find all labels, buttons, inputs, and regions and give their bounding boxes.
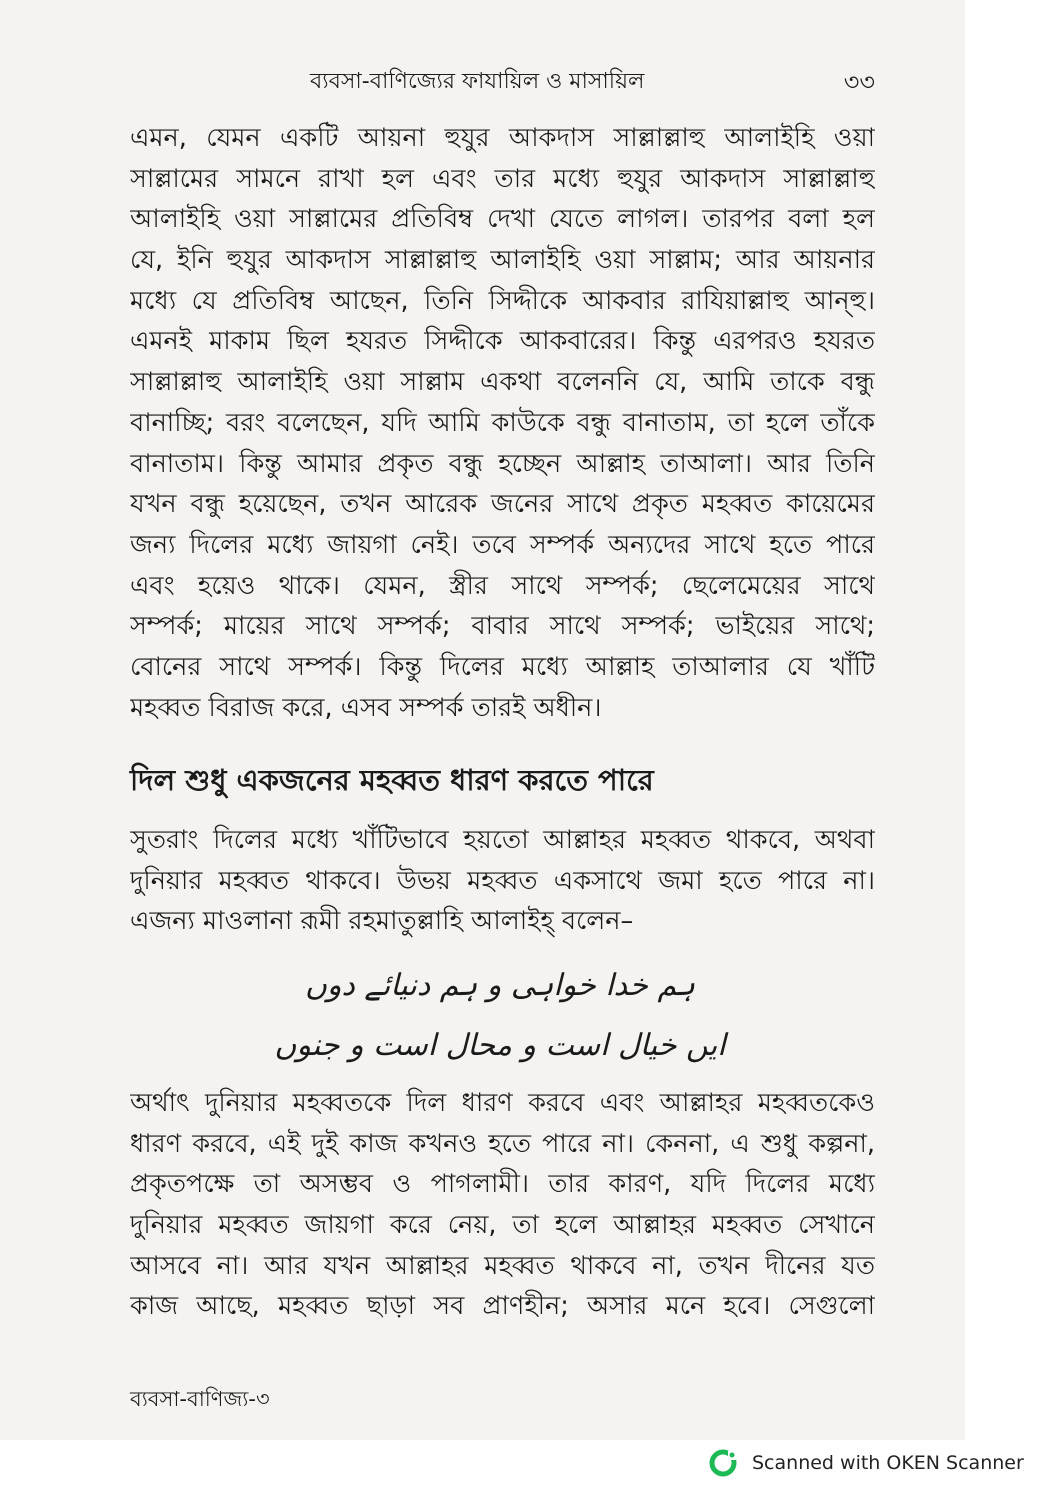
paragraph-3 bbox=[130, 1083, 875, 1327]
text-line: দুনিয়ার মহব্বত জায়গা করে নেয়, তা হলে আল্লাহর মহব্বত সেখানে bbox=[130, 1210, 875, 1241]
text-line: মধ্যে যে প্রতিবিম্ব আছেন, তিনি সিদ্দীকে আকবার রাযিয়াল্লাহু আন্হু। bbox=[130, 285, 875, 316]
text-line: এজন্য মাওলানা রূমী রহমাতুল্লাহি আলাইহ্ বলেন– bbox=[130, 906, 634, 937]
paragraph-1 bbox=[130, 118, 875, 728]
persian-verse-line-2: ایں خیال است و محال است و جنوں bbox=[274, 1028, 726, 1063]
paragraph-2 bbox=[130, 820, 875, 942]
text-line: ধারণ করবে, এই দুই কাজ কখনও হতে পারে না। কেননা, এ শুধু কল্পনা, bbox=[130, 1128, 875, 1159]
text-line: প্রকৃতপক্ষে তা অসম্ভব ও পাগলামী। তার কারণ, যদি দিলের মধ্যে bbox=[130, 1169, 875, 1200]
section-heading: দিল শুধু একজনের মহব্বত ধারণ করতে পারে bbox=[130, 763, 654, 797]
footer-signature: ব্যবসা-বাণিজ্য-৩ bbox=[130, 1387, 270, 1411]
page-number: ৩৩ bbox=[843, 68, 875, 96]
text-line: মহব্বত বিরাজ করে, এসব সম্পর্ক তারই অধীন। bbox=[130, 692, 602, 723]
text-line: বানাচ্ছি; বরং বলেছেন, যদি আমি কাউকে বন্ধু বানাতাম, তা হলে তাঁকে bbox=[130, 407, 875, 438]
scanner-watermark-text: Scanned with OKEN Scanner bbox=[752, 1452, 1024, 1474]
text-line: এবং হয়েও থাকে। যেমন, স্ত্রীর সাথে সম্পর্ক; ছেলেমেয়ের সাথে bbox=[130, 570, 875, 601]
text-line: সুতরাং দিলের মধ্যে খাঁটিভাবে হয়তো আল্লাহর মহব্বত থাকবে, অথবা bbox=[130, 825, 875, 855]
text-line: বোনের সাথে সম্পর্ক। কিন্তু দিলের মধ্যে আল্লাহ তাআলার যে খাঁটি bbox=[130, 651, 875, 682]
text-line: আলাইহি ওয়া সাল্লামের প্রতিবিম্ব দেখা যেতে লাগল। তারপর বলা হল bbox=[130, 204, 875, 235]
text-line: এমনই মাকাম ছিল হযরত সিদ্দীকে আকবারের। কিন্তু এরপরও হযরত bbox=[130, 326, 875, 357]
scanner-watermark bbox=[708, 1446, 1024, 1480]
running-header bbox=[130, 58, 875, 108]
text-line: সম্পর্ক; মায়ের সাথে সম্পর্ক; বাবার সাথে সম্পর্ক; ভাইয়ের সাথে; bbox=[130, 611, 875, 642]
text-line: আসবে না। আর যখন আল্লাহর মহব্বত থাকবে না, তখন দীনের যত bbox=[130, 1250, 875, 1281]
text-line: বানাতাম। কিন্তু আমার প্রকৃত বন্ধু হচ্ছেন আল্লাহ তাআলা। আর তিনি bbox=[130, 448, 875, 479]
text-line: যে, ইনি হুযুর আকদাস সাল্লাল্লাহু আলাইহি ওয়া সাল্লাম; আর আয়নার bbox=[130, 245, 875, 276]
running-header-title: ব্যবসা-বাণিজ্যের ফাযায়িল ও মাসায়িল bbox=[310, 69, 645, 94]
text-line: এমন, যেমন একটি আয়না হুযুর আকদাস সাল্লাল্লাহু আলাইহি ওয়া bbox=[130, 123, 875, 153]
persian-verse-line-1: ہم خدا خواہی و ہم دنیائے دوں bbox=[304, 968, 696, 1003]
text-line: সাল্লামের সামনে রাখা হল এবং তার মধ্যে হুযুর আকদাস সাল্লাল্লাহু bbox=[130, 163, 875, 194]
text-line: অর্থাৎ দুনিয়ার মহব্বতকে দিল ধারণ করবে এবং আল্লাহর মহব্বতকেও bbox=[130, 1088, 875, 1118]
text-line: জন্য দিলের মধ্যে জায়গা নেই। তবে সম্পর্ক অন্যদের সাথে হতে পারে bbox=[130, 529, 875, 560]
text-line: যখন বন্ধু হয়েছেন, তখন আরেক জনের সাথে প্রকৃত মহব্বত কায়েমের bbox=[130, 489, 875, 520]
oken-scanner-logo-icon bbox=[708, 1448, 738, 1478]
text-line: কাজ আছে, মহব্বত ছাড়া সব প্রাণহীন; অসার মনে হবে। সেগুলো bbox=[130, 1291, 875, 1322]
text-line: সাল্লাল্লাহু আলাইহি ওয়া সাল্লাম একথা বলেননি যে, আমি তাকে বন্ধু bbox=[130, 367, 875, 398]
text-line: দুনিয়ার মহব্বত থাকবে। উভয় মহব্বত একসাথে জমা হতে পারে না। bbox=[130, 865, 875, 896]
